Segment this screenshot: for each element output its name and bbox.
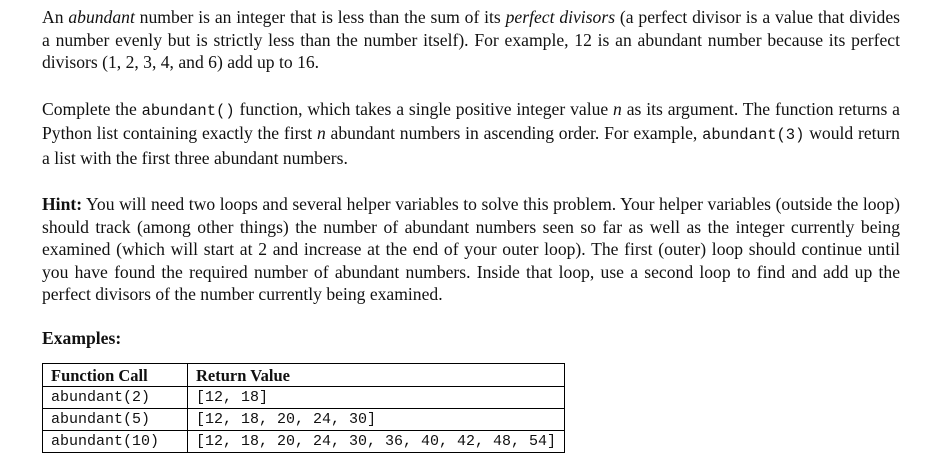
return-value-cell: [12, 18, 20, 24, 30] <box>188 408 565 430</box>
function-name-code: abundant() <box>141 101 235 120</box>
table-row <box>43 386 565 408</box>
examples-header-row <box>43 363 565 386</box>
task-text-5: would return a list with the first three abundant numbers. <box>42 123 900 168</box>
perfect-divisors-term: perfect divisors <box>505 7 616 27</box>
definition-text-1: An <box>42 7 69 27</box>
return-value-header: Return Value <box>188 363 565 386</box>
hint-paragraph <box>42 193 900 306</box>
task-text-2: function, which takes a single positive integer value <box>234 98 614 119</box>
task-text-4: abundant numbers in ascending order. For example, <box>325 123 703 143</box>
function-call-cell: abundant(5) <box>43 408 188 430</box>
task-text-3: as its argument. The function returns a Python list containing exactly the first <box>42 98 900 143</box>
variable-n-second: n <box>316 123 326 143</box>
return-value-cell: [12, 18] <box>188 386 565 408</box>
function-call-cell: abundant(2) <box>43 386 188 408</box>
example-call-code: abundant(3) <box>702 126 805 144</box>
hint-label: Hint: <box>42 194 83 214</box>
examples-table <box>42 363 565 453</box>
hint-text: You will need two loops and several helper variables to solve this problem. Your helper variables (outside the loop) should track (among other things) the number of abundant numbers seen so far as well as the integer currently being examined (which will start at 2 and increase at the end of your outer loop). The first (outer) loop should continue until you have found the required number of abundant numbers. Inside that loop, use a second loop to find and add up the perfect divisors of the number currently being examined. <box>42 194 900 304</box>
definition-text-3: (a perfect divisor is a value that divides a number evenly but is strictly less than the number itself). For example, 12 is an abundant number because its perfect divisors (1, 2, 3, 4, and 6) add up to 16. <box>42 7 901 72</box>
examples-heading: Examples: <box>42 327 122 348</box>
return-value-cell: [12, 18, 20, 24, 30, 36, 40, 42, 48, 54] <box>188 430 565 452</box>
definition-paragraph <box>42 6 900 74</box>
table-row <box>43 430 565 452</box>
function-call-cell: abundant(10) <box>43 430 188 452</box>
table-row <box>43 408 565 430</box>
definition-text-2: number is an integer that is less than the sum of its <box>134 7 506 27</box>
problem-description <box>42 6 900 453</box>
abundant-term: abundant <box>68 7 135 27</box>
variable-n: n <box>613 98 622 119</box>
task-text-1: Complete the <box>42 98 142 119</box>
function-call-header: Function Call <box>43 363 188 386</box>
task-paragraph <box>42 98 900 170</box>
